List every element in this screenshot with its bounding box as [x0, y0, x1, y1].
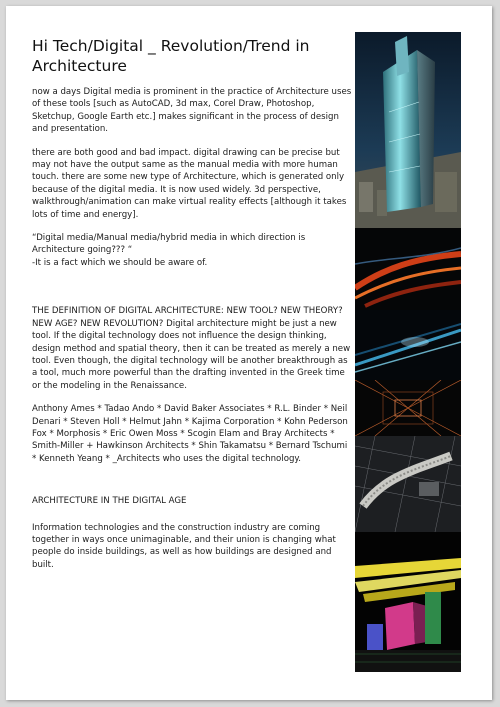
site-model-image	[355, 436, 461, 532]
blue-light-streaks-image	[355, 310, 461, 380]
text-column	[32, 36, 354, 571]
definition-paragraph: THE DEFINITION OF DIGITAL ARCHITECTURE: NEW TOOL? NEW THEORY? NEW AGE? NEW REVOLUTION? Digital architecture might be just a new tool. If the digital technology does not influence the design thinking, design method and spatial theory, then it can be treated as merely a new tool. Even though, the digital technology will be another breakthrough as a tool, much more powerful than the drafting invented in the Greek time or the modeling in the Renaissance.	[32, 306, 351, 391]
quote-paragraph: “Digital media/Manual media/hybrid media in which direction is Architecture going??? “ -It is a fact which we should be aware of.	[32, 233, 306, 268]
digital-age-paragraph: Information technologies and the construction industry are coming together in ways once unimaginable, and their union is changing what people do inside buildings, as well as how buildings are designed and built.	[32, 522, 336, 570]
architects-paragraph: Anthony Ames * Tadao Ando * David Baker Associates * R.L. Binder * Neil Denari * Steven Holl * Helmut Jahn * Kajima Corporation * Kohn Pederson Fox * Morphosis * Eric Owen Moss * Scogin Elam and Bray Architects * Smith-Miller + Hawkinson Architects * Shin Takamatsu * Bernard Tschumi * Kenneth Yeang * _Architects who uses the digital technology.	[32, 404, 348, 464]
red-light-trails-image	[355, 228, 461, 310]
page-title: Hi Tech/Digital _ Revolution/Trend in Architecture	[32, 37, 310, 75]
impact-paragraph: there are both good and bad impact. digital drawing can be precise but may not have the output same as the manual media with more human touch. there are some new type of Architecture, which is generated only because of the digital media. It is now used widely. 3d perspective, walkthrough/animation can make virtual reality effects [although it takes lots of time and energy].	[32, 147, 347, 220]
skyscraper-render-image	[355, 32, 461, 228]
document-page	[6, 6, 492, 700]
yellow-planes-render-image	[355, 532, 461, 672]
section-heading: ARCHITECTURE IN THE DIGITAL AGE	[32, 496, 187, 507]
wireframe-tunnel-image	[355, 380, 461, 436]
image-column	[355, 32, 461, 672]
intro-paragraph: now a days Digital media is prominent in the practice of Architecture uses of these tools [such as AutoCAD, 3d max, Corel Draw, Photoshop, Sketchup, Google Earth etc.] makes significant in the process of design and presentation.	[32, 87, 352, 135]
